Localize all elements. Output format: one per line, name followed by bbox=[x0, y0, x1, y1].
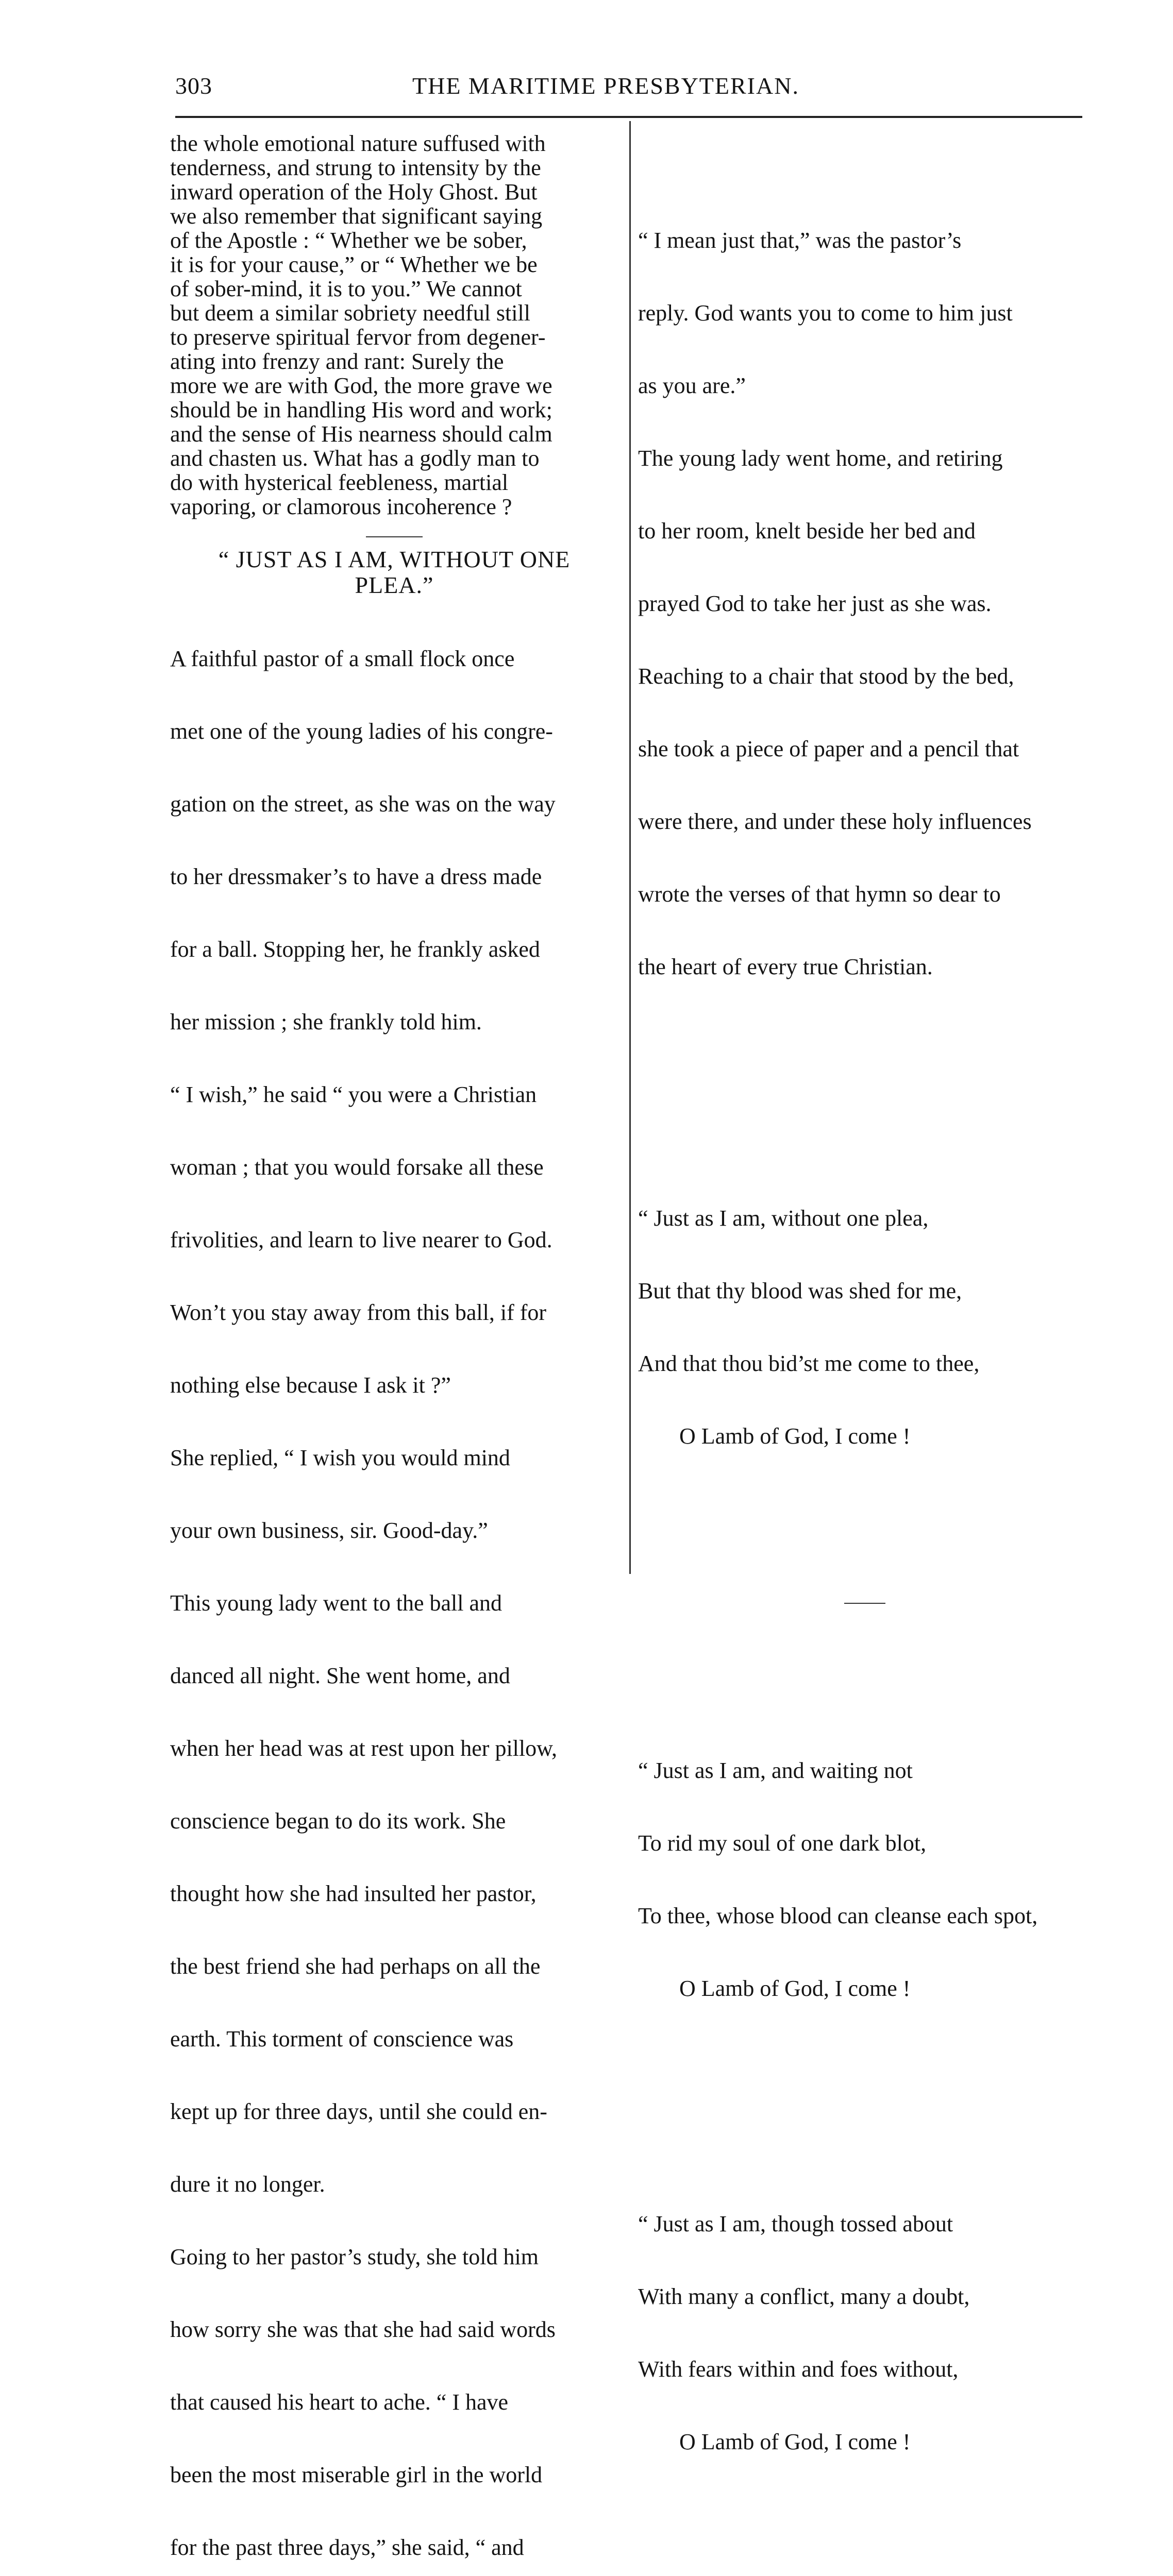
verse-line: “ Just as I am, and waiting not bbox=[638, 1758, 913, 1783]
verse-line: With fears within and foes without, bbox=[638, 2357, 959, 2382]
text-line: of the Apostle : “ Whether we be sober, bbox=[170, 228, 527, 253]
text-line: as you are.” bbox=[638, 373, 746, 398]
text-line: Going to her pastor’s study, she told him bbox=[170, 2244, 539, 2269]
hymn-stanza bbox=[638, 2163, 1092, 2502]
text-line: that caused his heart to ache. “ I have bbox=[170, 2389, 509, 2415]
verse-refrain: O Lamb of God, I come ! bbox=[679, 2429, 911, 2454]
stanza-rule bbox=[844, 1603, 885, 1604]
text-line: been the most miserable girl in the world bbox=[170, 2462, 543, 2487]
text-line: for the past three days,” she said, “ and bbox=[170, 2535, 524, 2560]
verse-line: To thee, whose blood can cleanse each spot, bbox=[638, 1903, 1038, 1928]
text-line: prayed God to take her just as she was. bbox=[638, 591, 992, 616]
text-line: the whole emotional nature suffused with bbox=[170, 131, 546, 156]
text-line: to her room, knelt beside her bed and bbox=[638, 518, 976, 544]
spacer bbox=[638, 1652, 1092, 1662]
header-rule bbox=[175, 116, 1082, 118]
left-column bbox=[170, 131, 618, 2576]
text-line: it is for your cause,” or “ Whether we be bbox=[170, 252, 538, 277]
hymn-stanza bbox=[638, 1710, 1092, 2049]
text-line: were there, and under these holy influences bbox=[638, 809, 1032, 834]
text-line: and the sense of His nearness should calm bbox=[170, 421, 552, 447]
verse-line: “ Just as I am, without one plea, bbox=[638, 1206, 929, 1231]
spacer bbox=[638, 1545, 1092, 1554]
text-line: woman ; that you would forsake all these bbox=[170, 1155, 544, 1180]
text-line: frivolities, and learn to live nearer to God. bbox=[170, 1227, 552, 1252]
text-line: inward operation of the Holy Ghost. But bbox=[170, 179, 538, 205]
text-line: she took a piece of paper and a pencil that bbox=[638, 736, 1019, 761]
text-line: danced all night. She went home, and bbox=[170, 1663, 510, 1688]
text-line: thought how she had insulted her pastor, bbox=[170, 1881, 537, 1906]
continued-prose bbox=[638, 180, 1092, 1027]
text-line: your own business, sir. Good-day.” bbox=[170, 1518, 488, 1543]
verse-line: “ Just as I am, though tossed about bbox=[638, 2211, 953, 2236]
verse-refrain: O Lamb of God, I come ! bbox=[679, 1423, 911, 1449]
text-line: She replied, “ I wish you would mind bbox=[170, 1445, 510, 1470]
page-number: 303 bbox=[175, 73, 212, 99]
text-line: This young lady went to the ball and bbox=[170, 1590, 502, 1616]
text-line: when her head was at rest upon her pillow, bbox=[170, 1736, 558, 1761]
text-line: A faithful pastor of a small flock once bbox=[170, 646, 515, 671]
text-line: Won’t you stay away from this ball, if for bbox=[170, 1300, 547, 1325]
text-line: to preserve spiritual fervor from degener- bbox=[170, 325, 546, 350]
text-line: how sorry she was that she had said words bbox=[170, 2317, 556, 2342]
hymn-stanza bbox=[638, 1158, 1092, 1497]
text-line: The young lady went home, and retiring bbox=[638, 446, 1003, 471]
text-line: her mission ; she frankly told him. bbox=[170, 1009, 482, 1035]
text-line: more we are with God, the more grave we bbox=[170, 373, 552, 398]
text-line: dure it no longer. bbox=[170, 2172, 325, 2197]
text-line: kept up for three days, until she could en- bbox=[170, 2099, 547, 2124]
text-line: wrote the verses of that hymn so dear to bbox=[638, 882, 1001, 907]
page-header bbox=[175, 72, 1082, 108]
text-line: vaporing, or clamorous incoherence ? bbox=[170, 494, 512, 519]
intro-paragraph bbox=[170, 131, 618, 519]
text-line: ating into frenzy and rant: Surely the bbox=[170, 349, 504, 374]
text-line: do with hysterical feebleness, martial bbox=[170, 470, 509, 495]
text-line: and chasten us. What has a godly man to bbox=[170, 446, 540, 471]
text-line: nothing else because I ask it ?” bbox=[170, 1372, 451, 1398]
verse-line: To rid my soul of one dark blot, bbox=[638, 1831, 927, 1856]
text-line: the best friend she had perhaps on all the bbox=[170, 1954, 541, 1979]
text-line: conscience began to do its work. She bbox=[170, 1808, 506, 1834]
text-line: but deem a similar sobriety needful still bbox=[170, 300, 530, 326]
spacer bbox=[170, 519, 618, 536]
text-line: Reaching to a chair that stood by the bed, bbox=[638, 664, 1014, 689]
verse-line: With many a conflict, many a doubt, bbox=[638, 2284, 970, 2309]
text-line: of sober-mind, it is to you.” We cannot bbox=[170, 276, 522, 301]
text-line: should be in handling His word and work; bbox=[170, 397, 552, 422]
text-line: earth. This torment of conscience was bbox=[170, 2026, 514, 2052]
text-line: met one of the young ladies of his congre- bbox=[170, 719, 553, 744]
spacer bbox=[638, 2097, 1092, 2115]
spacer bbox=[170, 537, 618, 547]
text-line: reply. God wants you to come to him just bbox=[638, 300, 1013, 326]
text-line: tenderness, and strung to intensity by the bbox=[170, 155, 541, 180]
text-line: the heart of every true Christian. bbox=[638, 954, 933, 979]
text-line: “ I wish,” he said “ you were a Christian bbox=[170, 1082, 537, 1107]
spacer bbox=[638, 2551, 1092, 2568]
text-line: we also remember that significant saying bbox=[170, 204, 543, 229]
text-line: to her dressmaker’s to have a dress made bbox=[170, 864, 542, 889]
text-line: for a ball. Stopping her, he frankly asked bbox=[170, 937, 540, 962]
running-title: THE MARITIME PRESBYTERIAN. bbox=[412, 73, 799, 99]
verse-line: But that thy blood was shed for me, bbox=[638, 1278, 962, 1303]
article-heading: “ JUST AS I AM, WITHOUT ONE bbox=[218, 546, 571, 572]
verse-refrain: O Lamb of God, I come ! bbox=[679, 1976, 911, 2001]
text-line: gation on the street, as she was on the way bbox=[170, 791, 556, 817]
text-line: “ I mean just that,” was the pastor’s bbox=[638, 228, 962, 253]
column-divider bbox=[629, 121, 631, 1574]
verse-line: And that thou bid’st me come to thee, bbox=[638, 1351, 980, 1376]
article-body bbox=[170, 598, 618, 2576]
spacer bbox=[638, 1100, 1092, 1109]
right-column bbox=[638, 131, 1092, 2576]
article-heading-continued: PLEA.” bbox=[355, 572, 434, 598]
